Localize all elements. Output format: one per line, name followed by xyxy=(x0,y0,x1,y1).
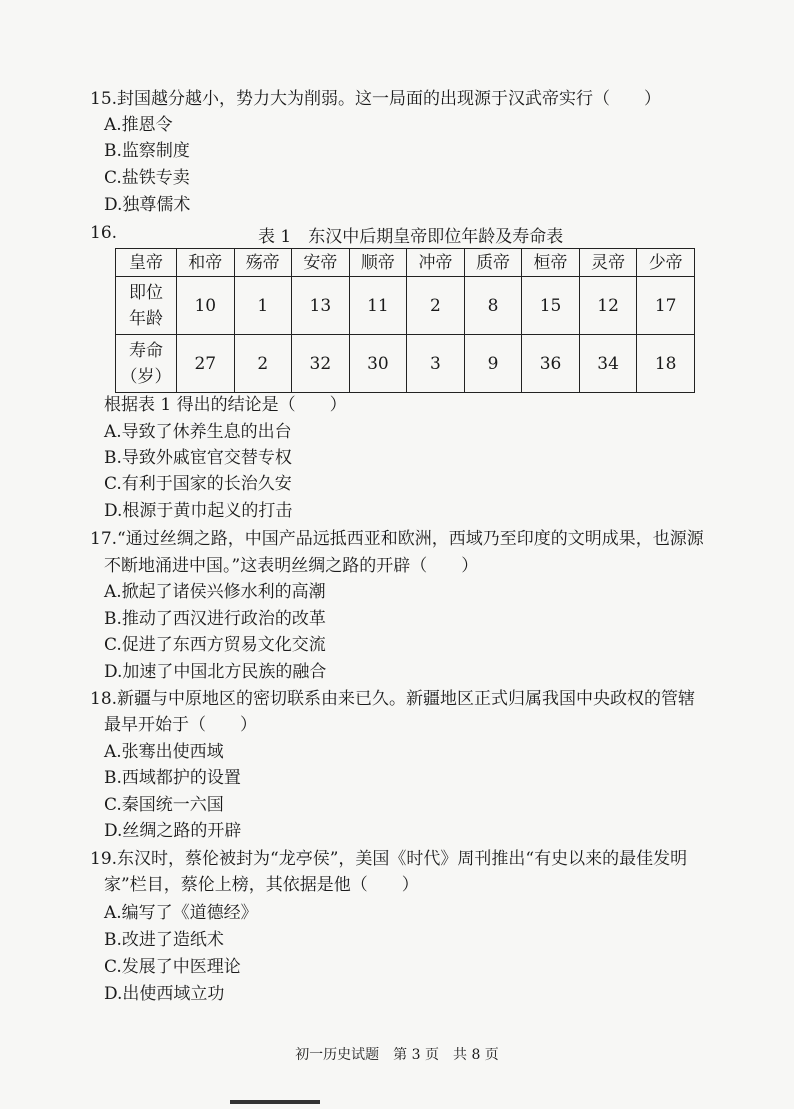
q18-option-c: C.秦国统一六国 xyxy=(104,795,224,815)
table-row-accession xyxy=(116,277,695,335)
q17-stem-line-2: 不断地涌进中国。”这表明丝绸之路的开辟（ ） xyxy=(104,556,479,576)
row-label-line: 寿命 xyxy=(129,340,163,361)
table-cell: 1 xyxy=(234,277,292,335)
table-cell: 30 xyxy=(349,335,407,393)
table-header-row xyxy=(116,249,695,277)
table-header-cell: 桓帝 xyxy=(522,249,580,277)
q19-option-d: D.出使西域立功 xyxy=(104,984,225,1004)
table-cell: 32 xyxy=(292,335,350,393)
q15-stem: 15.封国越分越小，势力大为削弱。这一局面的出现源于汉武帝实行（ ） xyxy=(90,89,662,109)
q18-stem-line-2: 最早开始于（ ） xyxy=(104,715,257,735)
q18-option-b: B.西域都护的设置 xyxy=(104,768,241,788)
q19-option-c: C.发展了中医理论 xyxy=(104,957,241,977)
table-header-cell: 灵帝 xyxy=(579,249,637,277)
q16-option-c: C.有利于国家的长治久安 xyxy=(104,474,292,494)
q19-option-b: B.改进了造纸术 xyxy=(104,930,224,950)
q18-option-a: A.张骞出使西域 xyxy=(104,742,224,762)
page-footer: 初一历史试题 第 3 页 共 8 页 xyxy=(295,1047,499,1063)
q17-option-a: A.掀起了诸侯兴修水利的高潮 xyxy=(104,582,326,602)
q15-option-d: D.独尊儒术 xyxy=(104,195,191,215)
table-cell: 18 xyxy=(637,335,695,393)
q17-option-d: D.加速了中国北方民族的融合 xyxy=(104,662,327,682)
table-header-label: 皇帝 xyxy=(116,249,177,277)
q16-option-d: D.根源于黄巾起义的打击 xyxy=(104,501,293,521)
table-header-cell: 殇帝 xyxy=(234,249,292,277)
table-cell: 8 xyxy=(464,277,522,335)
q17-option-b: B.推动了西汉进行政治的改革 xyxy=(104,609,326,629)
table-header-cell: 质帝 xyxy=(464,249,522,277)
row-label-line: 年龄 xyxy=(129,308,163,329)
q18-option-d: D.丝绸之路的开辟 xyxy=(104,821,242,841)
row-label-accession xyxy=(116,277,177,335)
table-cell: 2 xyxy=(407,277,465,335)
q19-stem-line-2: 家”栏目，蔡伦上榜，其依据是他（ ） xyxy=(104,875,419,895)
q16-option-b: B.导致外戚宦官交替专权 xyxy=(104,448,292,468)
q16-number: 16. xyxy=(90,223,118,243)
emperor-table xyxy=(115,248,695,393)
table-title: 表 1 东汉中后期皇帝即位年龄及寿命表 xyxy=(258,227,564,247)
q15-option-a: A.推恩令 xyxy=(104,115,173,135)
q18-stem-line-1: 18.新疆与中原地区的密切联系由来已久。新疆地区正式归属我国中央政权的管辖 xyxy=(90,689,696,709)
table-cell: 17 xyxy=(637,277,695,335)
table-cell: 3 xyxy=(407,335,465,393)
q15-option-c: C.盐铁专卖 xyxy=(104,168,190,188)
row-label-lifespan xyxy=(116,335,177,393)
table-cell: 13 xyxy=(292,277,350,335)
table-cell: 2 xyxy=(234,335,292,393)
table-header-cell: 冲帝 xyxy=(407,249,465,277)
row-label-line: 即位 xyxy=(129,282,163,303)
table-cell: 10 xyxy=(177,277,235,335)
table-cell: 11 xyxy=(349,277,407,335)
table-header-cell: 少帝 xyxy=(637,249,695,277)
row-label-line: （岁） xyxy=(120,366,172,387)
table-cell: 9 xyxy=(464,335,522,393)
q19-option-a: A.编写了《道德经》 xyxy=(104,903,258,923)
q17-stem-line-1: 17.“通过丝绸之路，中国产品远抵西亚和欧洲，西域乃至印度的文明成果，也源源 xyxy=(90,529,704,549)
table-cell: 36 xyxy=(522,335,580,393)
table-cell: 27 xyxy=(177,335,235,393)
table-header-cell: 顺帝 xyxy=(349,249,407,277)
table-header-cell: 和帝 xyxy=(177,249,235,277)
q16-stem: 根据表 1 得出的结论是（ ） xyxy=(104,395,347,415)
q16-option-a: A.导致了休养生息的出台 xyxy=(104,422,292,442)
table-cell: 15 xyxy=(522,277,580,335)
table-cell: 34 xyxy=(579,335,637,393)
table-row-lifespan xyxy=(116,335,695,393)
q19-stem-line-1: 19.东汉时，蔡伦被封为“龙亭侯”，美国《时代》周刊推出“有史以来的最佳发明 xyxy=(90,849,688,869)
q15-option-b: B.监察制度 xyxy=(104,141,190,161)
table-header-cell: 安帝 xyxy=(292,249,350,277)
table-cell: 12 xyxy=(579,277,637,335)
q17-option-c: C.促进了东西方贸易文化交流 xyxy=(104,635,326,655)
scan-edge-mark xyxy=(230,1100,320,1104)
